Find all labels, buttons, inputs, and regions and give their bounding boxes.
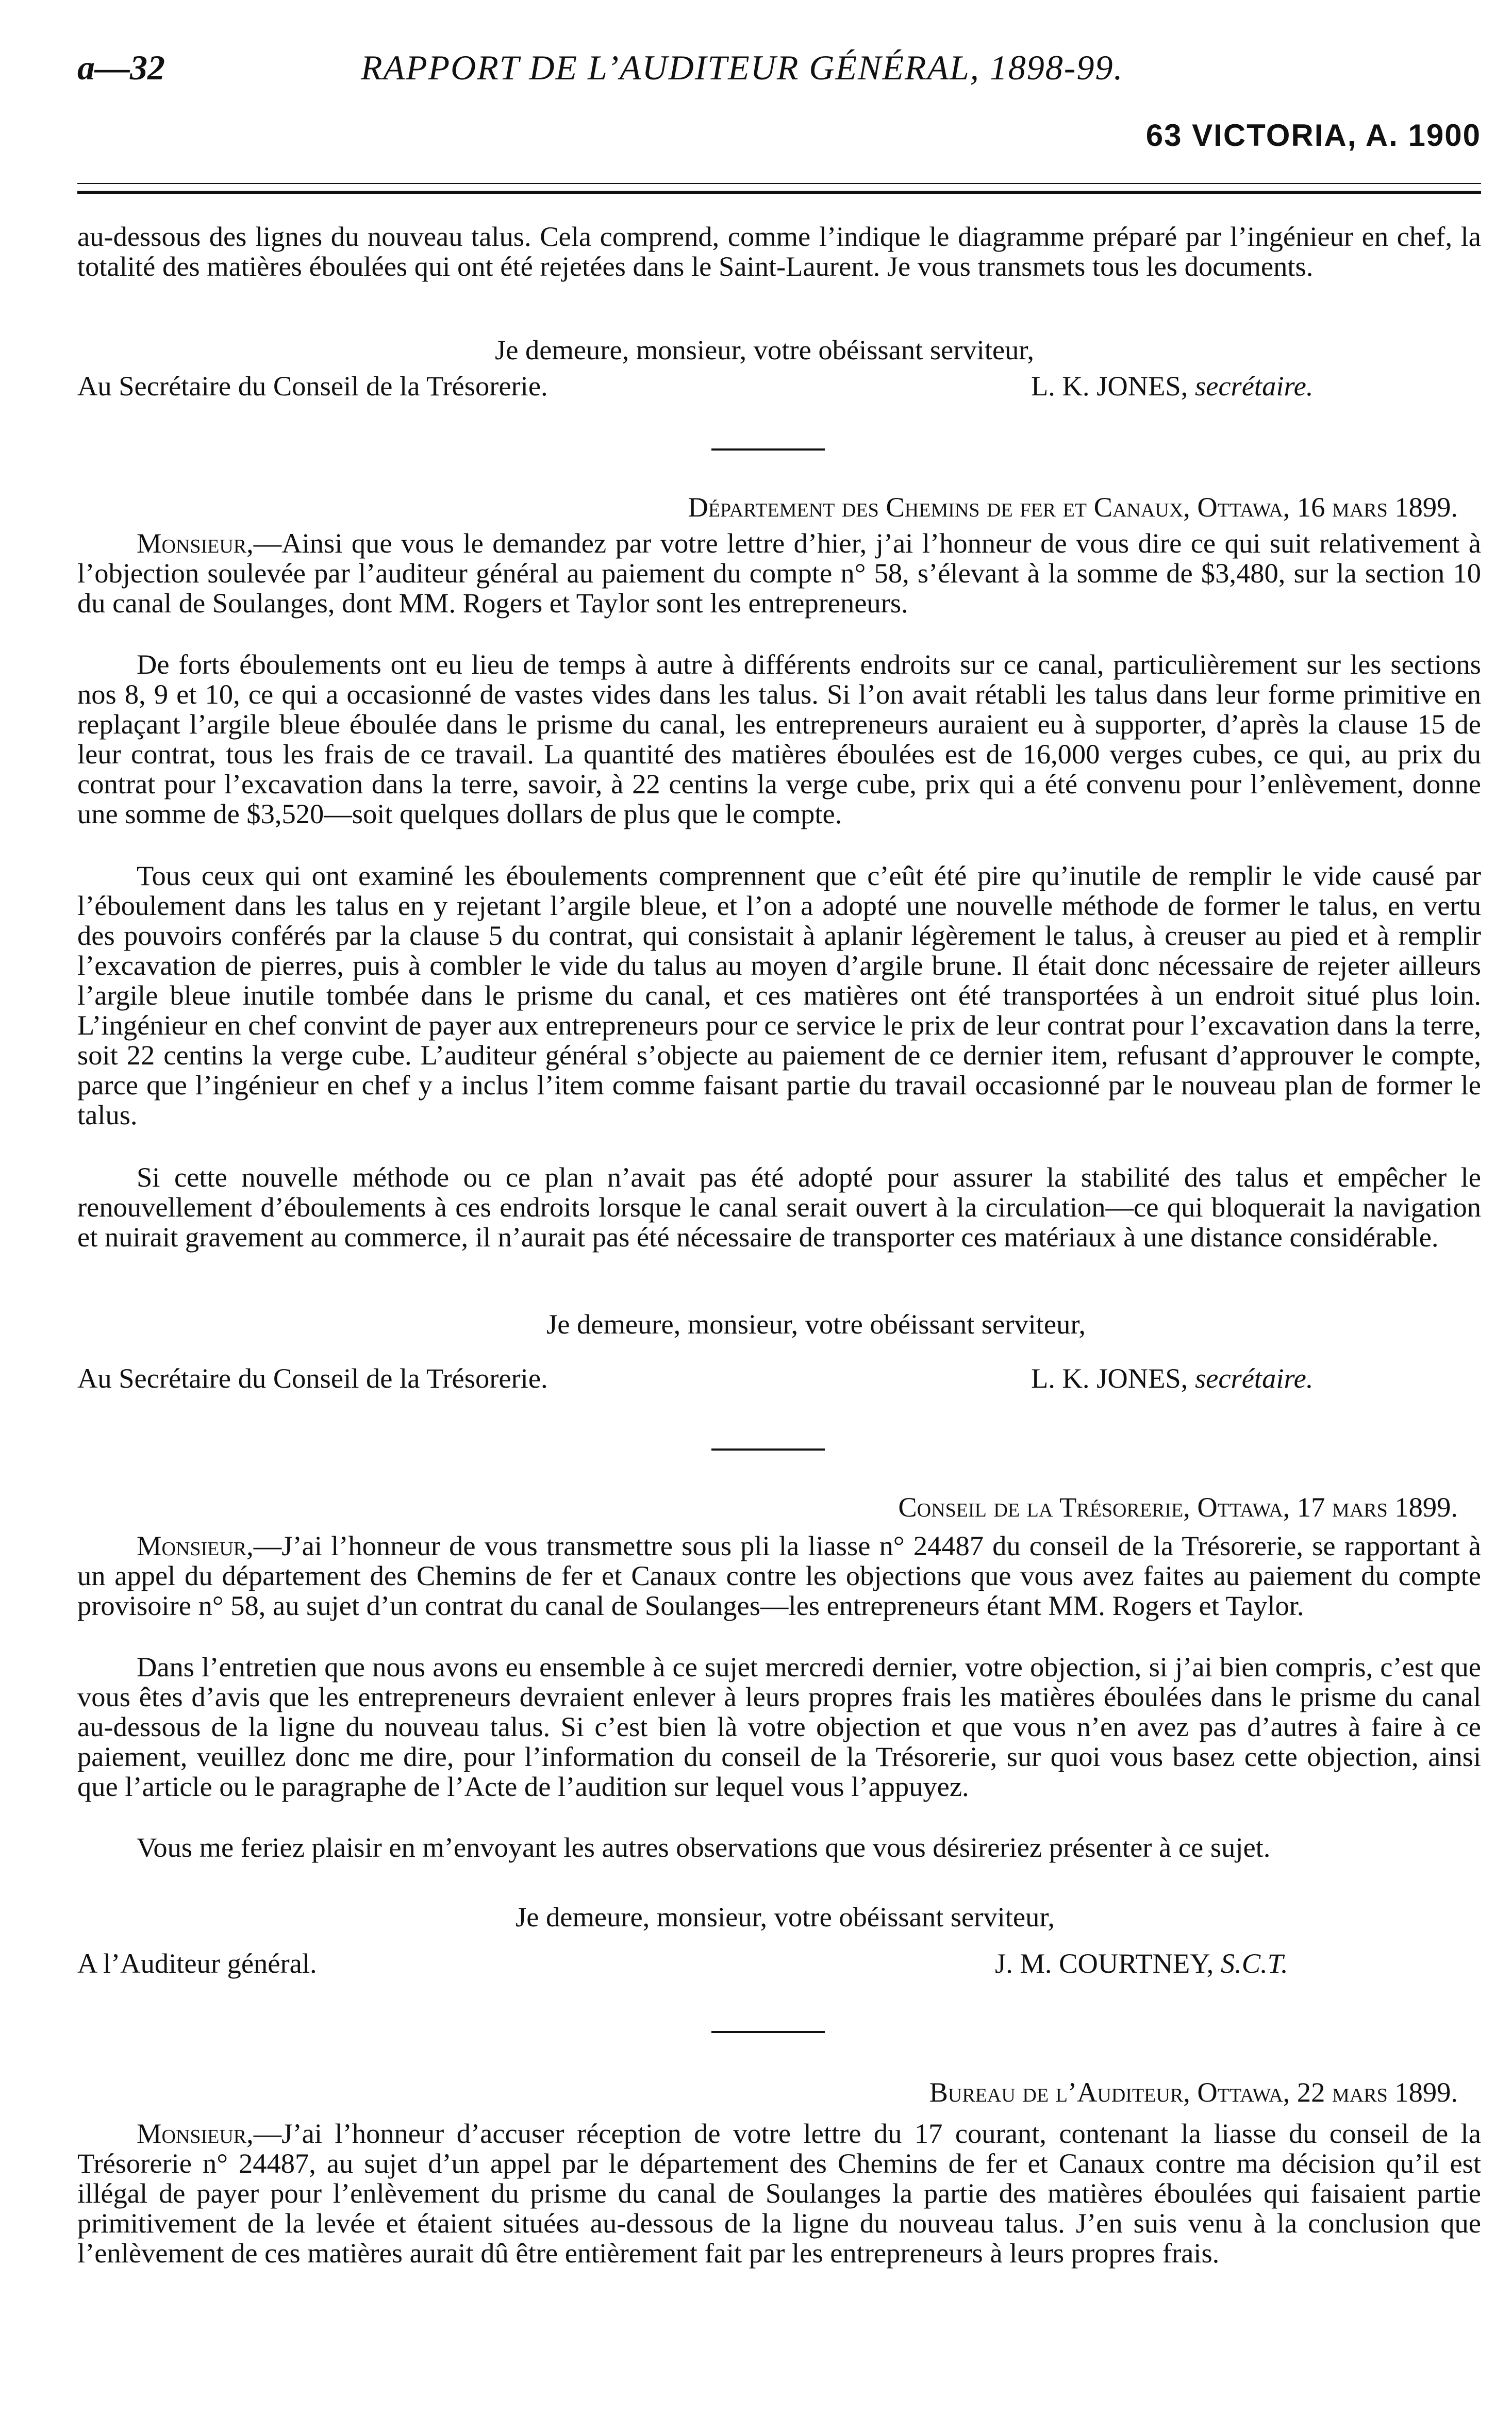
letter4-paragraph-1 bbox=[77, 2119, 1481, 2268]
separator-rule bbox=[711, 448, 825, 451]
letter2-paragraph-4: Si cette nouvelle méthode ou ce plan n’avait pas été adopté pour assurer la stabilité des talus et empêcher le renouvellement d’éboulements à ces endroits lorsque le canal serait ouvert à la circulation—ce qui bloquerait la navigation et nuirait gravement au commerce, il n’aurait pas été nécessaire de transporter ces matériaux à une distance considérable. bbox=[77, 1161, 1481, 1253]
letter4-heading: Bureau de l’Auditeur, Ottawa, 22 mars 1899. bbox=[929, 2076, 1458, 2108]
letter3-salutation: Monsieur, bbox=[137, 1530, 254, 1561]
letter3-addressee: A l’Auditeur général. bbox=[77, 1947, 317, 1979]
letter3-heading: Conseil de la Trésorerie, Ottawa, 17 mars 1899. bbox=[898, 1491, 1458, 1523]
letter4-paragraph-1-text: —J’ai l’honneur d’accuser réception de votre lettre du 17 courant, contenant la liasse du conseil de la Trésorerie n° 24487, au sujet d’un appel par le département des Chemins de fer et Canaux contre ma décision qu’il est illégal de payer pour l’enlèvement du prisme du canal de Soulanges la partie des matières éboulées qui faisaient partie primitivement de la levée et étaient situées au-dessous de la ligne du nouveau talus. J’en suis venu à la conclusion que l’enlèvement de ces matières aurait dû être entièrement fait par les entrepreneurs à leurs propres frais. bbox=[77, 2118, 1481, 2269]
letter3-paragraph-3: Vous me feriez plaisir en m’envoyant les autres observations que vous désireriez présenter à ce sujet. bbox=[137, 1831, 1271, 1863]
letter2-signature-name: L. K. JONES, bbox=[1031, 1362, 1188, 1394]
letter3-signature-title: S.C.T. bbox=[1220, 1947, 1288, 1979]
separator-rule bbox=[711, 2031, 825, 2033]
letter2-salutation: Monsieur, bbox=[137, 527, 254, 559]
letter1-addressee: Au Secrétaire du Conseil de la Trésorerie. bbox=[77, 370, 548, 402]
letter2-closing: Je demeure, monsieur, votre obéissant serviteur, bbox=[546, 1308, 1086, 1340]
letter1-body: au-dessous des lignes du nouveau talus. Cela comprend, comme l’indique le diagramme préparé par l’ingénieur en chef, la totalité des matières éboulées qui ont été rejetées dans le Saint-Laurent. Je vous transmets tous les documents. bbox=[77, 221, 1481, 282]
letter2-paragraph-1-text: —Ainsi que vous le demandez par votre lettre d’hier, j’ai l’honneur de vous dire ce qui suit relativement à l’objection soulevée par l’auditeur général au paiement du compte n° 58, s’élevant à la somme de $3,480, sur la section 10 du canal de Soulanges, dont MM. Rogers et Taylor sont les entrepreneurs. bbox=[77, 527, 1481, 619]
letter4-salutation: Monsieur, bbox=[137, 2118, 254, 2149]
page-number: a—32 bbox=[77, 48, 165, 87]
letter1-closing: Je demeure, monsieur, votre obéissant serviteur, bbox=[495, 334, 1034, 365]
letter2-signature-title: secrétaire. bbox=[1194, 1362, 1314, 1394]
letter3-signature bbox=[995, 1949, 1288, 1978]
letter3-paragraph-1-text: —J’ai l’honneur de vous transmettre sous pli la liasse n° 24487 du conseil de la Trésorerie, se rapportant à un appel du département des Chemins de fer et Canaux contre les objections que vous avez faites au paiement du compte provisoire n° 58, au sujet d’un contrat du canal de Soulanges—les entrepreneurs étant MM. Rogers et Taylor. bbox=[77, 1530, 1481, 1621]
letter2-signature bbox=[1031, 1363, 1313, 1393]
running-title: RAPPORT DE L’AUDITEUR GÉNÉRAL, 1898-99. bbox=[361, 48, 1124, 87]
letter1-signature bbox=[1031, 371, 1313, 401]
session-label: 63 VICTORIA, A. 1900 bbox=[1145, 118, 1481, 153]
separator-rule bbox=[711, 1448, 825, 1451]
letter3-paragraph-1 bbox=[77, 1531, 1481, 1621]
header-rule-top bbox=[77, 183, 1481, 184]
header-rule-bottom bbox=[77, 191, 1481, 194]
letter3-paragraph-2: Dans l’entretien que nous avons eu ensemble à ce sujet mercredi dernier, votre objection, si j’ai bien compris, c’est que vous êtes d’avis que les entrepreneurs devraient enlever à leurs propres frais les matières éboulées dans le prisme du canal au-dessous de la ligne du nouveau talus. Si c’est bien là votre objection et que vous n’en avez pas d’autres à faire à ce paiement, veuillez donc me dire, pour l’information du conseil de la Trésorerie, sur quoi vous basez cette objection, ainsi que l’article ou le paragraphe de l’Acte de l’audition sur lequel vous l’appuyez. bbox=[77, 1651, 1481, 1802]
letter2-paragraph-2: De forts éboulements ont eu lieu de temps à autre à différents endroits sur ce canal, particulièrement sur les sections nos 8, 9 et 10, ce qui a occasionné de vastes vides dans les talus. Si l’on avait rétabli les talus dans leur forme primitive en replaçant l’argile bleue éboulée dans le prisme du canal, les entrepreneurs auraient eu à supporter, d’après la clause 15 de leur contrat, tous les frais de ce travail. La quantité des matières éboulées est de 16,000 verges cubes, ce qui, au prix du contrat pour l’excavation dans la terre, savoir, à 22 centins la verge cube, prix qui a été convenu pour l’enlèvement, donne une somme de $3,520—soit quelques dollars de plus que le compte. bbox=[77, 648, 1481, 829]
letter3-closing: Je demeure, monsieur, votre obéissant serviteur, bbox=[516, 1901, 1055, 1933]
letter1-signature-title: secrétaire. bbox=[1194, 370, 1314, 402]
letter2-heading: Département des Chemins de fer et Canaux, Ottawa, 16 mars 1899. bbox=[688, 491, 1458, 523]
letter2-addressee: Au Secrétaire du Conseil de la Trésorerie. bbox=[77, 1362, 548, 1394]
letter2-paragraph-1 bbox=[77, 528, 1481, 618]
letter3-signature-name: J. M. COURTNEY, bbox=[995, 1947, 1214, 1979]
letter2-paragraph-3: Tous ceux qui ont examiné les éboulements comprennent que c’eût été pire qu’inutile de remplir le vide causé par l’éboulement dans les talus en y rejetant l’argile bleue, et l’on a adopté une nouvelle méthode de former le talus, en vertu des pouvoirs conférés par la clause 5 du contrat, qui consistait à aplanir légèrement le talus, à creuser au pied et à remplir l’excavation de pierres, puis à combler le vide du talus au moyen d’argile brune. Il était donc nécessaire de rejeter ailleurs l’argile bleue inutile tombée dans le prisme du canal, et ces matières ont été transportées à un endroit situé plus loin. L’ingénieur en chef convint de payer aux entrepreneurs pour ce service le prix de leur contrat pour l’excavation dans la terre, soit 22 centins la verge cube. L’auditeur général s’objecte au paiement de ce dernier item, refusant d’approuver le compte, parce que l’ingénieur en chef y a inclus l’item comme faisant partie du travail occasionné par le nouveau plan de former le talus. bbox=[77, 860, 1481, 1130]
letter1-signature-name: L. K. JONES, bbox=[1031, 370, 1188, 402]
